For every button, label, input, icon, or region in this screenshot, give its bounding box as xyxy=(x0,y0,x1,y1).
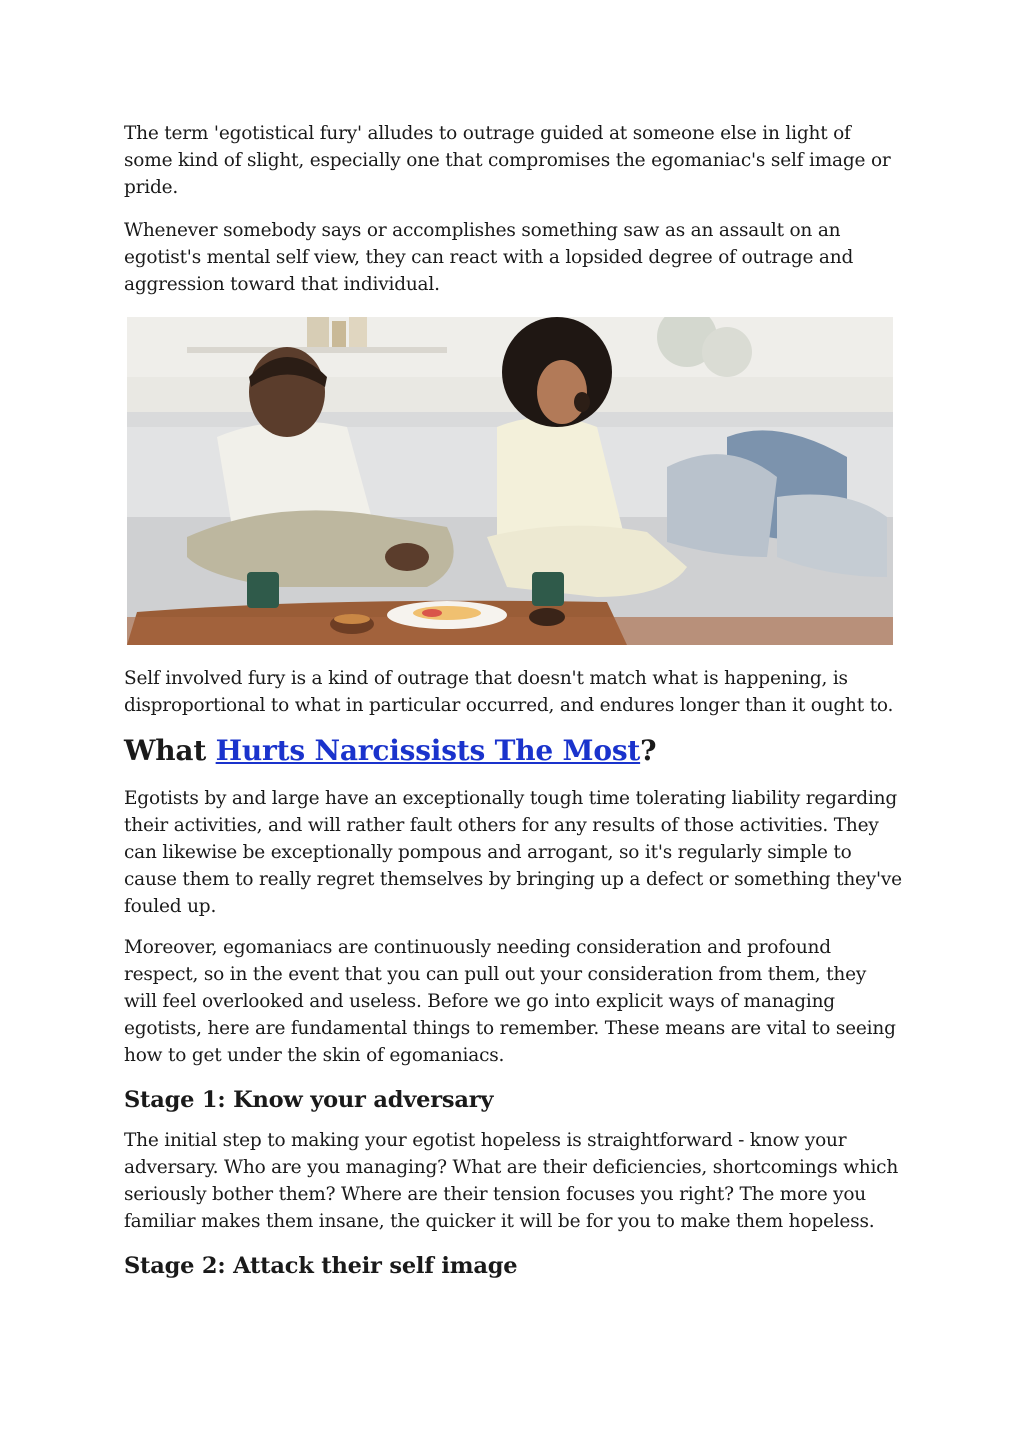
couple-on-sofa-photo xyxy=(127,317,893,645)
paragraph-know-adversary: The initial step to making your egotist hopeless is straightforward - know your adversary. Who are you managing? What are their deficiencies, shortcomings which seriously bother them? Where are their tension focuses you right? The more you familiar makes them insane, the quicker it will be for you to make them hopeless. xyxy=(124,1130,899,1232)
paragraph-self-involved-fury: Self involved fury is a kind of outrage that doesn't match what is happening, is disproportional to what in particular occurred, and endures longer than it ought to. xyxy=(124,668,894,716)
paragraph-assault-reaction: Whenever somebody says or accomplishes something saw as an assault on an egotist's mental self view, they can react with a lopsided degree of outrage and aggression toward that individual. xyxy=(124,220,854,295)
document-page xyxy=(124,120,904,1293)
stage-2-heading: Stage 2: Attack their self image xyxy=(124,1253,518,1279)
heading-suffix: ? xyxy=(640,734,657,767)
paragraph-egotistical-fury: The term 'egotistical fury' alludes to outrage guided at someone else in light of some kind of slight, especially one that compromises the egomaniac's self image or pride. xyxy=(124,123,891,198)
heading-prefix: What xyxy=(124,734,216,767)
paragraph-consideration: Moreover, egomaniacs are continuously needing consideration and profound respect, so in the event that you can pull out your consideration from them, they will feel overlooked and useless. Before we go into explicit ways of managing egotists, here are fundamental things to remember. These means are vital to seeing how to get under the skin of egomaniacs. xyxy=(124,937,896,1066)
section-heading xyxy=(124,733,904,769)
paragraph-liability: Egotists by and large have an exceptionally tough time tolerating liability regarding their activities, and will rather fault others for any results of those activities. They can likewise be exceptionally pompous and arrogant, so it's regularly simple to cause them to really regret themselves by bringing up a defect or something they've fouled up. xyxy=(124,788,902,917)
hurts-narcissists-link[interactable]: Hurts Narcissists The Most xyxy=(215,734,641,767)
stage-1-heading: Stage 1: Know your adversary xyxy=(124,1087,494,1113)
